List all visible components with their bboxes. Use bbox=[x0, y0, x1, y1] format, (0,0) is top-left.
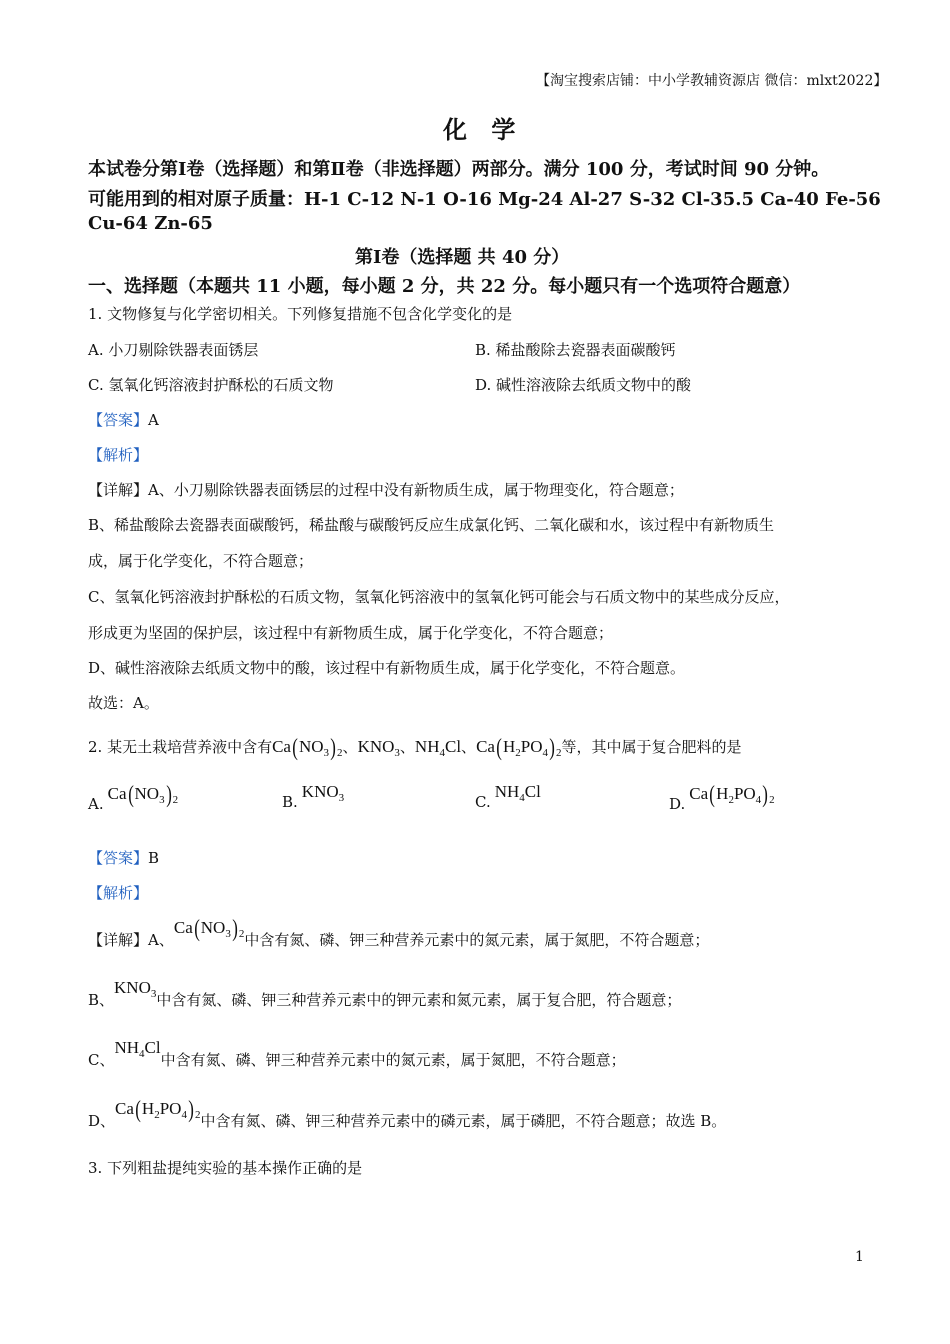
q1-option-a: A. 小刀剔除铁器表面锈层 bbox=[88, 341, 259, 359]
header-note: 【淘宝搜索店铺：中小学教辅资源店 微信：mlxt2022】 bbox=[536, 73, 888, 89]
q2-option-d: $D.Ca(H_2PO_4)_2$ bbox=[669, 782, 775, 813]
q3-stem: 3. 下列粗盐提纯实验的基本操作正确的是 bbox=[88, 1159, 363, 1177]
detail-label: 【详解】 bbox=[88, 481, 149, 499]
q2-detail-d: D、$Ca(H_2PO_4)_2$中含有氮、磷、钾三种营养元素中的磷元素，属于磷肥，不符合题意；故选 B。 bbox=[88, 1097, 727, 1130]
formula-nh4cl: $NH_4Cl$ bbox=[414, 737, 462, 759]
q2-stem-end: 等，其中属于复合肥料的是 bbox=[561, 738, 742, 756]
q2-option-c: $C.NH_4Cl$ bbox=[475, 782, 541, 811]
answer-label: 【答案】 bbox=[88, 849, 149, 867]
q1-option-c: C. 氢氧化钙溶液封护酥松的石质文物 bbox=[88, 376, 334, 394]
section-title: 第Ⅰ卷（选择题 共 40 分） bbox=[355, 247, 570, 268]
q2-stem bbox=[88, 735, 741, 762]
answer-value: A bbox=[148, 411, 159, 429]
answer-label: 【答案】 bbox=[88, 411, 149, 429]
q1-option-b: B. 稀盐酸除去瓷器表面碳酸钙 bbox=[475, 341, 676, 359]
q1-detail-c2: 形成更为坚固的保护层，该过程中有新物质生成，属于化学变化，不符合题意； bbox=[88, 624, 614, 642]
q1-detail-a bbox=[88, 479, 684, 500]
answer-value: B bbox=[148, 849, 160, 867]
q1-detail-d: D、碱性溶液除去纸质文物中的酸，该过程中有新物质生成，属于化学变化，不符合题意。 bbox=[88, 659, 686, 677]
q2-analysis-label: 【解析】 bbox=[88, 884, 149, 902]
q1-detail-b2: 成，属于化学变化，不符合题意； bbox=[88, 552, 314, 570]
formula-kno3: $KNO_3$ bbox=[357, 737, 400, 759]
separator: 、 bbox=[461, 738, 477, 756]
q1-analysis-label: 【解析】 bbox=[88, 446, 149, 464]
formula-ca-h2po4-2: $Ca(H_2PO_4)_2$ bbox=[476, 735, 562, 761]
q1-detail-c1: C、氢氧化钙溶液封护酥松的石质文物，氢氧化钙溶液中的氢氧化钙可能会与石质文物中的某些成分反应， bbox=[88, 588, 790, 606]
q1-conclusion: 故选：A。 bbox=[88, 694, 159, 712]
q2-detail-a: 【详解】A、$Ca(NO_3)_2$中含有氮、磷、钾三种营养元素中的氮元素，属于氮肥，不符合题意； bbox=[88, 916, 710, 949]
intro-line-3: Cu-64 Zn-65 bbox=[88, 213, 213, 234]
q1-stem: 1. 文物修复与化学密切相关。下列修复措施不包含化学变化的是 bbox=[88, 305, 513, 323]
q1-option-d: D. 碱性溶液除去纸质文物中的酸 bbox=[475, 376, 692, 394]
q2-option-a: $A.Ca(NO_3)_2$ bbox=[88, 782, 179, 813]
page-title: 化 学 bbox=[443, 115, 524, 144]
q2-detail-b: B、$KNO_3$中含有氮、磷、钾三种营养元素中的钾元素和氮元素，属于复合肥，符合题意； bbox=[88, 978, 682, 1009]
q1-detail-b1: B、稀盐酸除去瓷器表面碳酸钙，稀盐酸与碳酸钙反应生成氯化钙、二氧化碳和水，该过程中有新物质生 bbox=[88, 516, 775, 534]
separator: 、 bbox=[342, 738, 358, 756]
formula-ca-no3-2: $Ca(NO_3)_2$ bbox=[272, 735, 343, 761]
q2-option-b: $B.KNO_3$ bbox=[282, 782, 345, 811]
q2-answer bbox=[88, 847, 159, 868]
separator: 、 bbox=[399, 738, 415, 756]
section-heading: 一、选择题（本题共 11 小题，每小题 2 分，共 22 分。每小题只有一个选项符合题意） bbox=[88, 276, 801, 297]
intro-line-2: 可能用到的相对原子质量：H-1 C-12 N-1 O-16 Mg-24 Al-27 S-32 Cl-35.5 Ca-40 Fe-56 bbox=[88, 189, 881, 210]
detail-text: A、小刀剔除铁器表面锈层的过程中没有新物质生成，属于物理变化，符合题意； bbox=[148, 481, 684, 499]
page-number: 1 bbox=[855, 1249, 864, 1265]
q2-detail-c: C、$NH_4Cl$中含有氮、磷、钾三种营养元素中的氮元素，属于氮肥，不符合题意； bbox=[88, 1038, 626, 1069]
q2-stem-start: 2. 某无土栽培营养液中含有 bbox=[88, 738, 273, 756]
intro-line-1: 本试卷分第Ⅰ卷（选择题）和第Ⅱ卷（非选择题）两部分。满分 100 分，考试时间 90 分钟。 bbox=[88, 159, 830, 180]
q1-answer bbox=[88, 409, 159, 430]
